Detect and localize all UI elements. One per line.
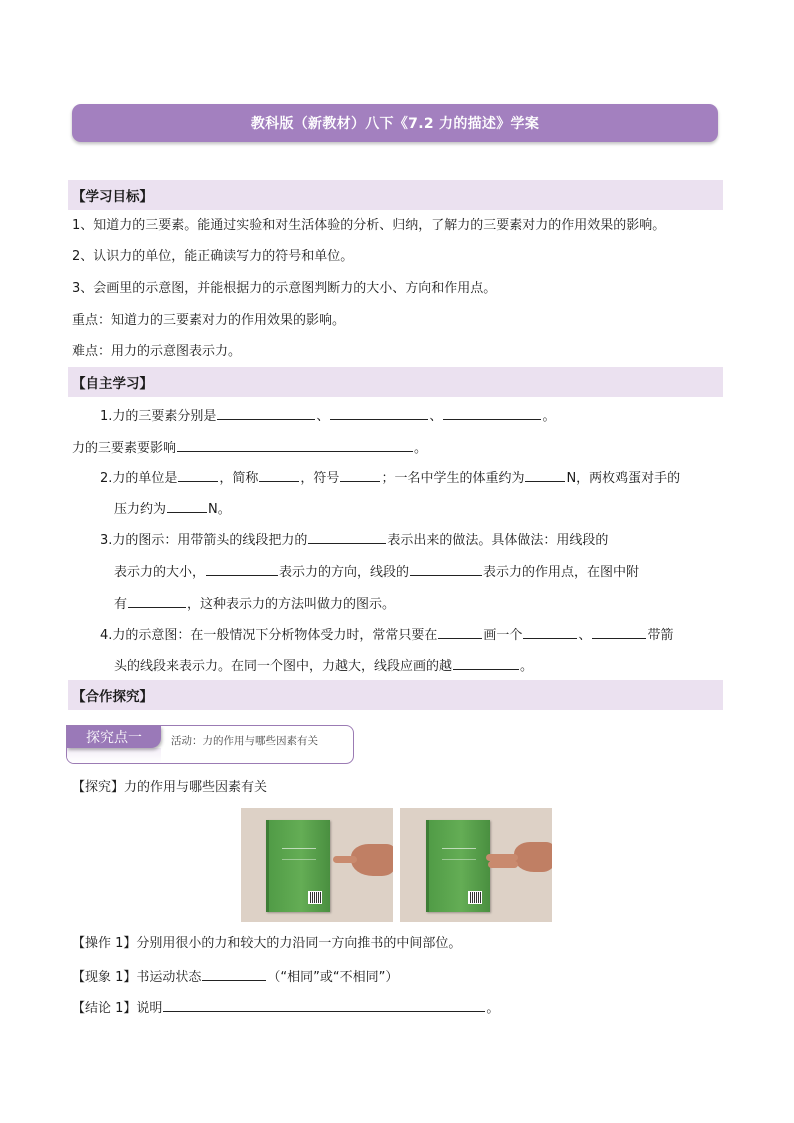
explore-point-tab — [66, 725, 354, 764]
q3-text: 表示出来的做法。具体做法：用线段的 — [387, 533, 609, 548]
photo-small-force — [241, 808, 393, 922]
answer-blank[interactable] — [167, 498, 207, 513]
section-self-study — [68, 367, 723, 397]
answer-blank[interactable] — [206, 561, 278, 576]
q3-text: 表示力的方向，线段的 — [279, 565, 410, 580]
answer-blank[interactable] — [330, 405, 428, 420]
q4-text: 。 — [520, 659, 534, 674]
phenomenon-hint: （“相同”或“不相同”） — [267, 970, 399, 985]
page-title: 教科版（新教材）八下《7.2 力的描述》学案 — [250, 116, 540, 132]
phenomenon-1 — [72, 966, 398, 988]
separator: 、 — [316, 409, 330, 424]
phenomenon-text: 【现象 1】书运动状态 — [72, 970, 202, 985]
q2-text: ，简称 — [219, 471, 259, 486]
period: 。 — [414, 441, 428, 456]
conclusion-1 — [72, 997, 499, 1019]
answer-blank[interactable] — [259, 467, 299, 482]
photo-large-force — [400, 808, 552, 922]
explore-heading: 【探究】力的作用与哪些因素有关 — [72, 780, 268, 795]
question-1 — [100, 405, 555, 427]
tab-shade — [67, 748, 161, 763]
answer-blank[interactable] — [177, 437, 413, 452]
answer-blank[interactable] — [202, 966, 266, 981]
section-cooperate — [68, 680, 723, 710]
question-3c — [114, 593, 395, 615]
q4-text: 4.力的示意图：在一般情况下分析物体受力时，常常只要在 — [100, 628, 438, 643]
answer-blank[interactable] — [438, 624, 482, 639]
answer-blank[interactable] — [525, 467, 565, 482]
book-image — [426, 820, 490, 912]
answer-blank[interactable] — [217, 405, 315, 420]
key-point: 重点：知道力的三要素对力的作用效果的影响。 — [72, 313, 346, 328]
tab-label: 探究点一 — [67, 726, 161, 748]
period: 。 — [542, 409, 556, 424]
goal-1: 1、知道力的三要素。能通过实验和对生活体验的分析、归纳，了解力的三要素对力的作用效果的影响。 — [72, 218, 666, 233]
q3-text: 有 — [114, 597, 128, 612]
section-self-study-title: 【自主学习】 — [72, 376, 153, 392]
q3-text: 表示力的大小， — [114, 565, 206, 580]
question-4 — [100, 624, 673, 646]
q3-text: 表示力的作用点，在图中附 — [483, 565, 640, 580]
question-2 — [100, 467, 680, 489]
separator: 、 — [429, 409, 443, 424]
q1b-text: 力的三要素要影响 — [72, 441, 177, 456]
q2-text: 2.力的单位是 — [100, 471, 178, 486]
finger-image — [333, 856, 357, 863]
book-image — [266, 820, 330, 912]
finger-image — [486, 854, 518, 861]
hand-image — [514, 842, 552, 872]
q2-text: 压力约为 — [114, 502, 167, 517]
answer-blank[interactable] — [308, 529, 386, 544]
q4-text: 、 — [578, 628, 592, 643]
answer-blank[interactable] — [410, 561, 482, 576]
tab-activity-text: 活动：力的作用与哪些因素有关 — [171, 735, 318, 747]
q3-text: ，这种表示力的方法叫做力的图示。 — [187, 597, 396, 612]
answer-blank[interactable] — [128, 593, 186, 608]
goal-2: 2、认识力的单位，能正确读写力的符号和单位。 — [72, 249, 354, 264]
operation-1: 【操作 1】分别用很小的力和较大的力沿同一方向推书的中间部位。 — [72, 936, 462, 951]
title-banner — [72, 104, 718, 142]
section-goals-title: 【学习目标】 — [72, 189, 153, 205]
q4-text: 头的线段来表示力。在同一个图中，力越大，线段应画的越 — [114, 659, 453, 674]
finger-image — [488, 861, 518, 868]
q2-text: ，符号 — [300, 471, 340, 486]
question-4b — [114, 655, 533, 677]
answer-blank[interactable] — [443, 405, 541, 420]
q2-text: N，两枚鸡蛋对手的 — [566, 471, 681, 486]
answer-blank[interactable] — [523, 624, 577, 639]
section-goals — [68, 180, 723, 210]
goal-3: 3、会画里的示意图，并能根据力的示意图判断力的大小、方向和作用点。 — [72, 281, 497, 296]
q1-text: 1.力的三要素分别是 — [100, 409, 217, 424]
answer-blank[interactable] — [592, 624, 646, 639]
q2-text: ；一名中学生的体重约为 — [381, 471, 525, 486]
conclusion-text: 【结论 1】说明 — [72, 1001, 163, 1016]
answer-blank[interactable] — [163, 997, 485, 1012]
q4-text: 带箭 — [647, 628, 674, 643]
question-2b — [114, 498, 231, 520]
answer-blank[interactable] — [178, 467, 218, 482]
section-cooperate-title: 【合作探究】 — [72, 689, 153, 705]
question-3b — [114, 561, 639, 583]
question-1b — [72, 437, 427, 459]
q2-text: N。 — [208, 502, 231, 517]
q4-text: 画一个 — [483, 628, 523, 643]
answer-blank[interactable] — [453, 655, 519, 670]
hand-image — [351, 844, 393, 876]
period: 。 — [486, 1001, 500, 1016]
q3-text: 3.力的图示：用带箭头的线段把力的 — [100, 533, 308, 548]
answer-blank[interactable] — [340, 467, 380, 482]
question-3 — [100, 529, 608, 551]
difficult-point: 难点：用力的示意图表示力。 — [72, 344, 242, 359]
